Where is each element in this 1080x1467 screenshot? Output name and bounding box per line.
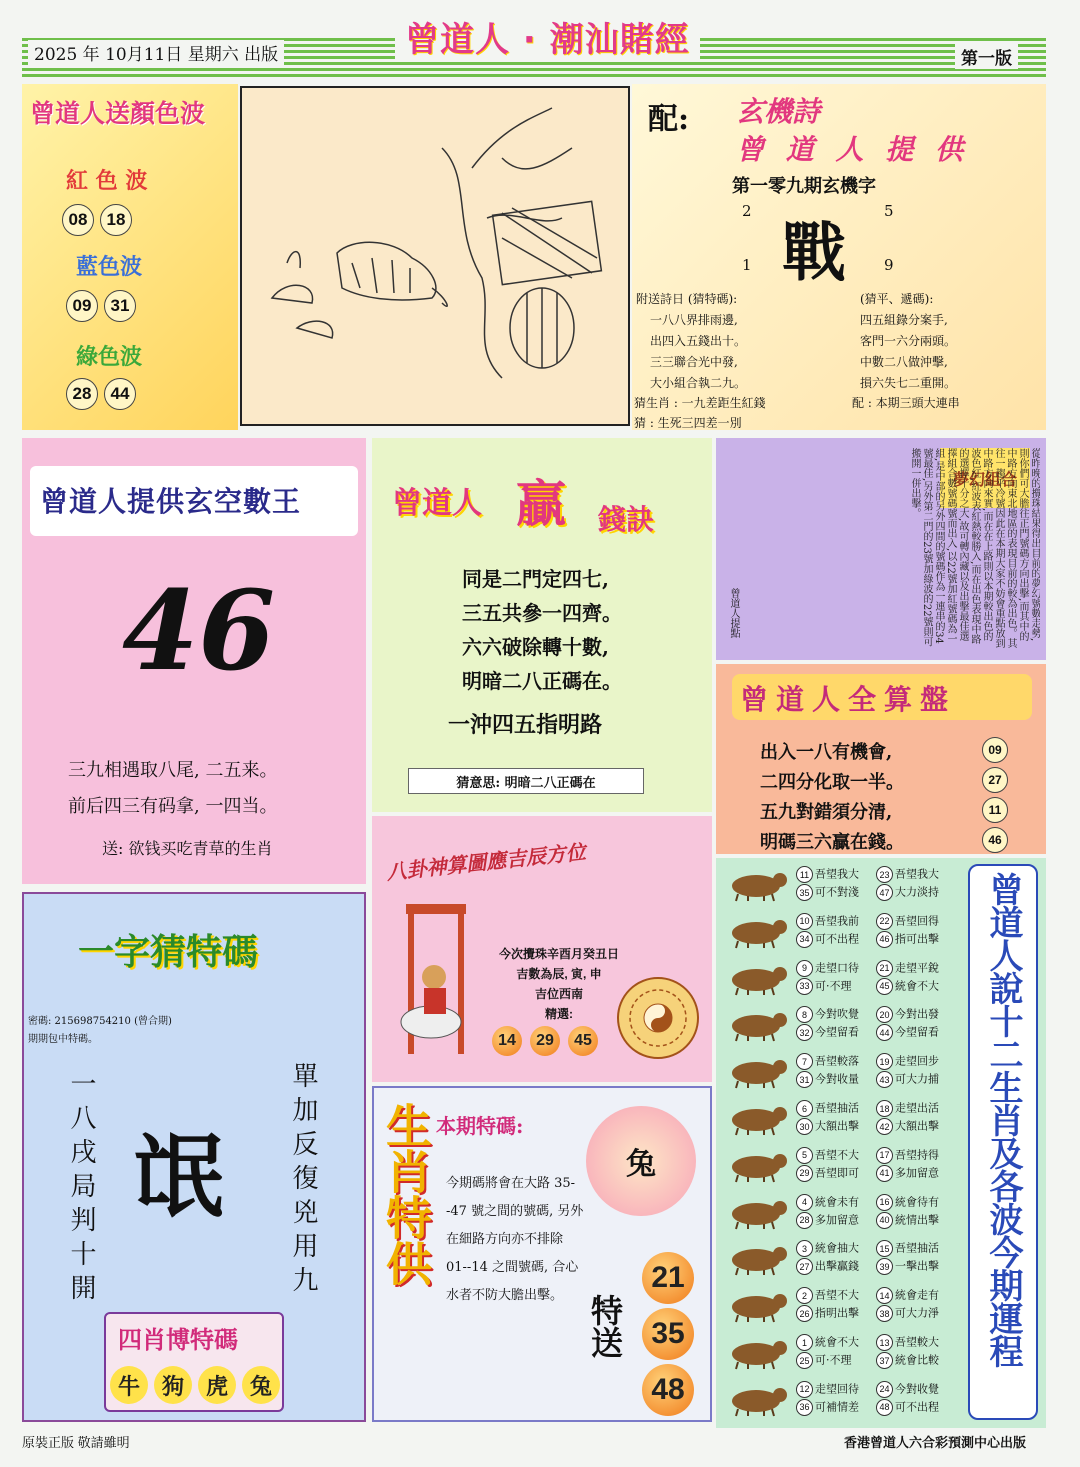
- calc-line: 出入一八有機會,: [760, 742, 893, 763]
- zodiac-row: [716, 860, 950, 906]
- fantasy-sign: 曾道人提點: [728, 588, 739, 638]
- animal-badge: 兔: [242, 1366, 280, 1404]
- zodiac-fortune-cell: [876, 1334, 939, 1351]
- zodiac-number: 35: [796, 884, 813, 901]
- number-ball: 28: [66, 378, 98, 410]
- zodiac-fortune-cell: [796, 1334, 859, 1351]
- zodiac-fortune-text: 吾望較落: [815, 1054, 859, 1068]
- zodiac-fortune-cell: [876, 1100, 939, 1117]
- zodiac-fortune-cell: [796, 1399, 859, 1416]
- zodiac-fortune-cell: [876, 1006, 939, 1023]
- corner-number: 2: [742, 202, 752, 220]
- zodiac-number: 14: [876, 1287, 893, 1304]
- calc-line: 五九對錯須分清,: [760, 802, 893, 823]
- poem-panel: [632, 84, 1046, 430]
- rooster-icon: [722, 1240, 792, 1276]
- poem-line: 三三聯合光中發,: [650, 355, 738, 369]
- zodiac-fortune-text: 今望留看: [895, 1025, 939, 1039]
- code-note-2: 期期包中特碼。: [28, 1034, 98, 1045]
- zodiac-number: 8: [796, 1006, 813, 1023]
- zodiac-row: [716, 954, 950, 1000]
- zodiac-fortune-text: 可大力捕: [895, 1072, 939, 1086]
- special-numbers: [642, 1252, 694, 1416]
- win-heading-2: 錢訣: [598, 503, 655, 536]
- snake-icon: [722, 1053, 792, 1089]
- poem-foot-1b: 配 : 本期三頭大連串: [852, 396, 960, 410]
- zodiac-fortune-cell: [796, 1118, 859, 1135]
- zodiac-fortune-cell: [796, 1381, 859, 1398]
- bagua-wheel-icon: [616, 976, 700, 1060]
- fantasy-panel: [716, 438, 1046, 660]
- code-note: 密碼: 215698754210 (曾合期): [28, 1016, 172, 1027]
- tiger-drawing-icon: [242, 88, 628, 424]
- zodiac-fortune-text: 走望平銳: [895, 961, 939, 975]
- number-ball: 45: [568, 1026, 598, 1056]
- zodiac-special-heading: 本期特碼:: [436, 1114, 524, 1138]
- zodiac-fortune-cell: [796, 1305, 859, 1322]
- zodiac-fortune-text: 指可出擊: [895, 932, 939, 946]
- zodiac-fortune-text: 吾望不大: [815, 1288, 859, 1302]
- zodiac-number: 36: [796, 1399, 813, 1416]
- zodiac-number: 7: [796, 1053, 813, 1070]
- zodiac-fortune-cell: [876, 960, 939, 977]
- page-title: 曾道人 · 潮汕賭經: [395, 12, 700, 61]
- animal-badge: 虎: [198, 1366, 236, 1404]
- verse-line: 三五共參一四齊。: [462, 601, 622, 625]
- warrior-icon: [386, 902, 486, 1062]
- fantasy-body: 從昨晚的攪珠結果得出目前的夢幻號數走勢,則你們可大膽往正門號碼方向出擊,而其中的中路方向東北地區的表現目前的較為出色。其往一趨平冷號因此在本期大家不妨會重點放到中路方向來實,而在在上路則以本期較出色的波色紅,紅波表紅熱較勝入,而在出色表現中路的選擇十分之大,故可轉內藏以及出擊最佳選擇組合數號碼號而出入,以22號加紅號碼為一組,是中部的另外四間的號碼作為一連串的34號最佳,另外第二門的23號加綠波的22號則可搬開一併出擊。: [909, 448, 1040, 648]
- poem-left-lines: [650, 310, 746, 394]
- number-ball: 08: [62, 204, 94, 236]
- tiger-icon: [722, 913, 792, 949]
- zodiac-number: 9: [796, 960, 813, 977]
- zodiac-fortune-text: 可不出程: [895, 1400, 939, 1414]
- zodiac-fortune-text: 多加留意: [815, 1213, 859, 1227]
- zodiac-fortune-text: 今對出發: [895, 1007, 939, 1021]
- zodiac-fortune-text: 今對吹覺: [815, 1007, 859, 1021]
- zodiac-fortune-cell: [876, 884, 939, 901]
- pei-label: 配:: [648, 102, 690, 137]
- zodiac-fortune-cell: [796, 1053, 859, 1070]
- zodiac-number: 40: [876, 1212, 893, 1229]
- zodiac-fortune-cell: [876, 1399, 939, 1416]
- zodiac-number: 28: [796, 1212, 813, 1229]
- ox-icon: [722, 866, 792, 902]
- zodiac-fortune-cell: [876, 913, 939, 930]
- calc-panel: [716, 664, 1046, 854]
- verse-line: 六六破除轉十數,: [462, 635, 609, 659]
- pig-icon: [722, 1334, 792, 1370]
- zodiac-fortune-text: 大額出擊: [815, 1119, 859, 1133]
- goat-icon: [722, 1147, 792, 1183]
- zodiac-row: [716, 907, 950, 953]
- poem-heading: 玄機詩: [736, 95, 821, 128]
- zodiac-number: 38: [876, 1305, 893, 1322]
- poem-foot-1: 猜生肖 : 一九差距生紅錢: [634, 396, 766, 410]
- number-ball: 44: [104, 378, 136, 410]
- zodiac-number: 23: [876, 866, 893, 883]
- zodiac-number: 30: [796, 1118, 813, 1135]
- color-wave-panel: [22, 84, 238, 430]
- zodiac-rows: [716, 860, 956, 1424]
- zodiac-fortune-cell: [796, 1194, 859, 1211]
- footer-left: 原裝正版 敬請雖明: [22, 1435, 130, 1450]
- zodiac-fortune-text: 統會走有: [895, 1288, 939, 1302]
- zodiac-number: 4: [796, 1194, 813, 1211]
- zodiac-number: 41: [876, 1165, 893, 1182]
- zodiac-fortune-cell: [876, 1118, 939, 1135]
- zodiac-fortune-text: 指明出擊: [815, 1306, 859, 1320]
- zodiac-fortune-cell: [796, 913, 859, 930]
- zodiac-fortune-cell: [876, 1053, 939, 1070]
- zodiac-fortune-cell: [796, 1287, 859, 1304]
- calc-line: 二四分化取一半。: [760, 772, 904, 793]
- zodiac-fortune-cell: [796, 1258, 859, 1275]
- poem-foot-2: 猜 : 生死三四差一別: [634, 416, 742, 430]
- zodiac-fortune-cell: [796, 1352, 852, 1369]
- zodiac-fortune-cell: [876, 1287, 939, 1304]
- zodiac-number: 18: [876, 1100, 893, 1117]
- zodiac-fortune-text: 吾望不大: [815, 1148, 859, 1162]
- zodiac-row: [716, 1141, 950, 1187]
- zodiac-row: [716, 1000, 950, 1046]
- zodiac-number: 16: [876, 1194, 893, 1211]
- zodiac-number: 10: [796, 913, 813, 930]
- zodiac-fortune-cell: [796, 1006, 859, 1023]
- zodiac-row: [716, 1047, 950, 1093]
- zodiac-number: 15: [876, 1240, 893, 1257]
- poem-line: 客門一六分兩頭。: [860, 334, 957, 348]
- zodiac-row: [716, 1281, 950, 1327]
- zodiac-fortune-cell: [876, 1165, 939, 1182]
- zodiac-fortune-text: 今對收覺: [895, 1382, 939, 1396]
- zodiac-fortune-text: 出擊贏錢: [815, 1259, 859, 1273]
- zodiac-number: 19: [876, 1053, 893, 1070]
- zodiac-number: 47: [876, 884, 893, 901]
- corner-number: 9: [884, 256, 894, 274]
- zodiac-number: 42: [876, 1118, 893, 1135]
- tiger-illustration: [240, 86, 630, 426]
- four-animals-box: [104, 1312, 284, 1412]
- bagua-line: 吉數為辰, 寅, 申: [516, 967, 602, 981]
- blue-wave-numbers: [66, 290, 142, 322]
- poem-line: 大小組合執二九。: [650, 376, 747, 390]
- poem-provider: 曾 道 人 提 供: [736, 133, 969, 166]
- zodiac-fortune-text: 吾望我前: [815, 914, 859, 928]
- win-heading-big: 贏: [516, 475, 566, 533]
- zodiac-number: 26: [796, 1305, 813, 1322]
- number-ball: 48: [642, 1364, 694, 1416]
- zodiac-row: [716, 1375, 950, 1421]
- zodiac-row: [716, 1094, 950, 1140]
- zodiac-special-panel: [372, 1086, 712, 1422]
- color-wave-heading: 曾道人送顏色波: [30, 99, 206, 128]
- zodiac-fortune-cell: [876, 1381, 939, 1398]
- zodiac-fortune-text: 吾望我大: [895, 867, 939, 881]
- number-ball: 09: [982, 737, 1008, 763]
- corner-number: 1: [742, 256, 752, 274]
- zodiac-fortune-cell: [876, 931, 939, 948]
- zodiac-fortune-text: 走望回步: [895, 1054, 939, 1068]
- bagua-panel: [372, 816, 712, 1082]
- zodiac-fortune-cell: [796, 1071, 859, 1088]
- fantasy-text: [724, 448, 1040, 648]
- zodiac-fortune-text: 可·不理: [815, 979, 852, 993]
- date-line: 2025 年 10月11日 星期六 出版: [28, 40, 284, 65]
- zodiac-number: 46: [876, 931, 893, 948]
- handwritten-number: 46: [122, 566, 276, 695]
- zodiac-number: 11: [796, 866, 813, 883]
- zodiac-fortune-text: 多加留意: [895, 1166, 939, 1180]
- mystery-character: 氓: [134, 1124, 224, 1230]
- zodiac-fortune-text: 可·不理: [815, 1353, 852, 1367]
- twelve-title-box: [968, 864, 1038, 1420]
- zodiac-number: 33: [796, 978, 813, 995]
- number-ball: 27: [982, 767, 1008, 793]
- zodiac-number: 21: [876, 960, 893, 977]
- rat-icon: [722, 1381, 792, 1417]
- zodiac-fortune-text: 可不對淺: [815, 885, 859, 899]
- zodiac-row: [716, 1234, 950, 1280]
- number-ball: 11: [982, 797, 1008, 823]
- zodiac-fortune-text: 可不出程: [815, 932, 859, 946]
- calc-line: 明碼三六贏在錢。: [760, 832, 904, 853]
- zodiac-number: 22: [876, 913, 893, 930]
- xuankong-line: 前后四三有码拿, 一四当。: [68, 796, 278, 817]
- zodiac-fortune-text: 統情出擊: [895, 1213, 939, 1227]
- xuankong-panel: [22, 438, 366, 884]
- zodiac-fortune-text: 吾望抽活: [815, 1101, 859, 1115]
- number-ball: 14: [492, 1026, 522, 1056]
- one-char-panel: [22, 892, 366, 1422]
- zodiac-number: 43: [876, 1071, 893, 1088]
- xuankong-line: 三九相遇取八尾, 二五来。: [68, 760, 278, 781]
- animal-badge: 牛: [110, 1366, 148, 1404]
- win-verse: [462, 562, 622, 698]
- zodiac-fortune-text: 統會比較: [895, 1353, 939, 1367]
- zodiac-fortune-cell: [876, 1305, 939, 1322]
- zodiac-fortune-cell: [796, 1024, 859, 1041]
- zodiac-special-side-title: 生肖特供: [379, 1102, 433, 1286]
- bagua-line: 吉位西南: [534, 987, 583, 1001]
- zodiac-fortune-cell: [796, 1212, 859, 1229]
- zodiac-fortune-text: 統會不大: [815, 1335, 859, 1349]
- zodiac-number: 32: [796, 1024, 813, 1041]
- zodiac-fortune-text: 今望留看: [815, 1025, 859, 1039]
- rabbit-icon: [722, 960, 792, 996]
- zodiac-fortune-text: 可大力淨: [895, 1306, 939, 1320]
- number-ball: 21: [642, 1252, 694, 1304]
- win-heading: 曾道人: [392, 486, 482, 521]
- zodiac-fortune-cell: [796, 931, 859, 948]
- zodiac-fortune-cell: [876, 1147, 939, 1164]
- left-column-verse: 一八戌局判十開: [66, 1070, 96, 1308]
- calc-lines: [760, 738, 904, 858]
- poem-right-lines: [860, 310, 956, 394]
- mystery-character: 戰: [782, 216, 846, 291]
- blue-wave-label: 藍色波: [76, 254, 143, 280]
- zodiac-special-text: 今期碼將會在大路 35--47 號之間的號碼, 另外在細路方向亦不排除 01--14 之間號碼, 合心水者不防大膽出擊。: [446, 1176, 584, 1303]
- zodiac-fortune-text: 統會未有: [815, 1195, 859, 1209]
- zodiac-fortune-cell: [796, 1165, 859, 1182]
- zodiac-fortune-text: 走望回待: [815, 1382, 859, 1396]
- zodiac-fortune-cell: [796, 1147, 859, 1164]
- poem-right-head: (猜平、遞碼):: [860, 292, 934, 306]
- twelve-zodiac-panel: [716, 858, 1046, 1428]
- zodiac-fortune-text: 統會待有: [895, 1195, 939, 1209]
- zodiac-fortune-text: 大力淡持: [895, 885, 939, 899]
- poem-line: 出四入五錢出十。: [650, 334, 747, 348]
- poem-line: 四五組錄分案手,: [860, 313, 948, 327]
- zodiac-fortune-text: 大額出擊: [895, 1119, 939, 1133]
- guess-value: 明暗二八正碼在: [504, 775, 596, 791]
- red-wave-numbers: [62, 204, 138, 236]
- guess-box: [408, 768, 644, 794]
- zodiac-fortune-cell: [876, 1212, 939, 1229]
- zodiac-fortune-cell: [876, 1352, 939, 1369]
- green-wave-label: 綠色波: [76, 344, 143, 370]
- special-label: 特送: [586, 1294, 624, 1358]
- fantasy-heading: 夢幻組合: [940, 448, 1030, 508]
- zodiac-fortune-cell: [876, 1071, 939, 1088]
- horse-icon: [722, 1100, 792, 1136]
- zodiac-number: 17: [876, 1147, 893, 1164]
- win-money-panel: [372, 438, 712, 812]
- zodiac-fortune-cell: [876, 1240, 939, 1257]
- number-ball: 35: [642, 1308, 694, 1360]
- zodiac-fortune-cell: [796, 1240, 859, 1257]
- bagua-text: [484, 944, 634, 1024]
- zodiac-fortune-cell: [876, 1258, 939, 1275]
- zodiac-number: 20: [876, 1006, 893, 1023]
- zodiac-fortune-cell: [796, 960, 859, 977]
- zodiac-number: 39: [876, 1258, 893, 1275]
- zodiac-fortune-text: 吾望持得: [895, 1148, 939, 1162]
- bagua-line: 精選:: [545, 1007, 573, 1021]
- zodiac-number: 34: [796, 931, 813, 948]
- zodiac-row: [716, 1188, 950, 1234]
- zodiac-fortune-text: 可補情差: [815, 1400, 859, 1414]
- number-ball: 31: [104, 290, 136, 322]
- zodiac-number: 1: [796, 1334, 813, 1351]
- zodiac-number: 48: [876, 1399, 893, 1416]
- zodiac-fortune-cell: [796, 866, 859, 883]
- calc-numbers: [982, 734, 1014, 854]
- twelve-side-title: 曾道人說十二生肖及各波今期運程: [983, 872, 1023, 1367]
- zodiac-fortune-text: 一擊出擊: [895, 1259, 939, 1273]
- guess-label: 猜意思:: [456, 775, 501, 791]
- zodiac-fortune-text: 統會不大: [895, 979, 939, 993]
- dog-icon: [722, 1287, 792, 1323]
- zodiac-fortune-text: 走望出活: [895, 1101, 939, 1115]
- zodiac-number: 29: [796, 1165, 813, 1182]
- green-wave-numbers: [66, 378, 142, 410]
- poem-line: 中數二八做沖擊,: [860, 355, 948, 369]
- one-char-heading: 一字猜特碼: [78, 932, 259, 973]
- zodiac-number: 45: [876, 978, 893, 995]
- poem-line: 一八八界排雨邊,: [650, 313, 738, 327]
- calc-heading: 曾道人全算盤: [740, 683, 957, 716]
- monkey-icon: [722, 1194, 792, 1230]
- zodiac-fortune-cell: [796, 884, 859, 901]
- footer-right: 香港曾道人六合彩預測中心出版: [844, 1435, 1027, 1450]
- number-ball: 29: [530, 1026, 560, 1056]
- zodiac-row: [716, 1328, 950, 1374]
- zodiac-number: 37: [876, 1352, 893, 1369]
- dragon-icon: [722, 1006, 792, 1042]
- zodiac-fortune-text: 吾望回得: [895, 914, 939, 928]
- number-ball: 09: [66, 290, 98, 322]
- zodiac-fortune-cell: [796, 1100, 859, 1117]
- zodiac-fortune-text: 吾望抽活: [895, 1241, 939, 1255]
- zodiac-number: 3: [796, 1240, 813, 1257]
- poem-left-head: 附送詩日 (猜特碼):: [636, 292, 738, 306]
- zodiac-fortune-cell: [876, 866, 939, 883]
- zodiac-fortune-cell: [876, 1194, 939, 1211]
- number-ball: 18: [100, 204, 132, 236]
- xuankong-gift: 送: 欲钱买吃青草的生肖: [102, 839, 273, 858]
- win-verse-5: 一沖四五指明路: [448, 712, 603, 738]
- zodiac-number: 5: [796, 1147, 813, 1164]
- zodiac-fortune-text: 今對收量: [815, 1072, 859, 1086]
- zodiac-fortune-text: 統會抽大: [815, 1241, 859, 1255]
- right-column-verse: 單加反復兇用九: [288, 1062, 318, 1300]
- bagua-numbers: [492, 1026, 598, 1056]
- bagua-heading: 八卦神算圖應吉辰方位: [385, 839, 587, 885]
- xuankong-heading: 曾道人提供玄空數王: [40, 485, 302, 518]
- animal-flower: 兔: [586, 1106, 696, 1216]
- animal-badge: 狗: [154, 1366, 192, 1404]
- zodiac-number: 12: [796, 1381, 813, 1398]
- zodiac-number: 44: [876, 1024, 893, 1041]
- bagua-line: 今次攪珠辛酉月癸丑日: [498, 947, 619, 961]
- zodiac-fortune-text: 走望口待: [815, 961, 859, 975]
- zodiac-number: 13: [876, 1334, 893, 1351]
- poem-line: 損六失七二重開。: [860, 376, 957, 390]
- zodiac-fortune-text: 吾望我大: [815, 867, 859, 881]
- zodiac-number: 31: [796, 1071, 813, 1088]
- verse-line: 同是二門定四七,: [462, 567, 609, 591]
- zodiac-number: 24: [876, 1381, 893, 1398]
- zodiac-number: 6: [796, 1100, 813, 1117]
- four-animals-heading: 四肖博特碼: [118, 1326, 238, 1354]
- verse-line: 明暗二八正碼在。: [462, 669, 622, 693]
- edition-label: 第一版: [955, 44, 1018, 69]
- period-line: 第一零九期玄機字: [732, 176, 876, 197]
- zodiac-fortune-text: 吾望較大: [895, 1335, 939, 1349]
- zodiac-number: 25: [796, 1352, 813, 1369]
- zodiac-fortune-cell: [876, 1024, 939, 1041]
- number-ball: 46: [982, 827, 1008, 853]
- zodiac-number: 27: [796, 1258, 813, 1275]
- red-wave-label: 紅 色 波: [66, 168, 148, 194]
- four-animals-list: [110, 1366, 280, 1404]
- zodiac-fortune-text: 吾望即可: [815, 1166, 859, 1180]
- corner-number: 5: [884, 202, 894, 220]
- zodiac-fortune-cell: [796, 978, 852, 995]
- zodiac-number: 2: [796, 1287, 813, 1304]
- zodiac-fortune-cell: [876, 978, 939, 995]
